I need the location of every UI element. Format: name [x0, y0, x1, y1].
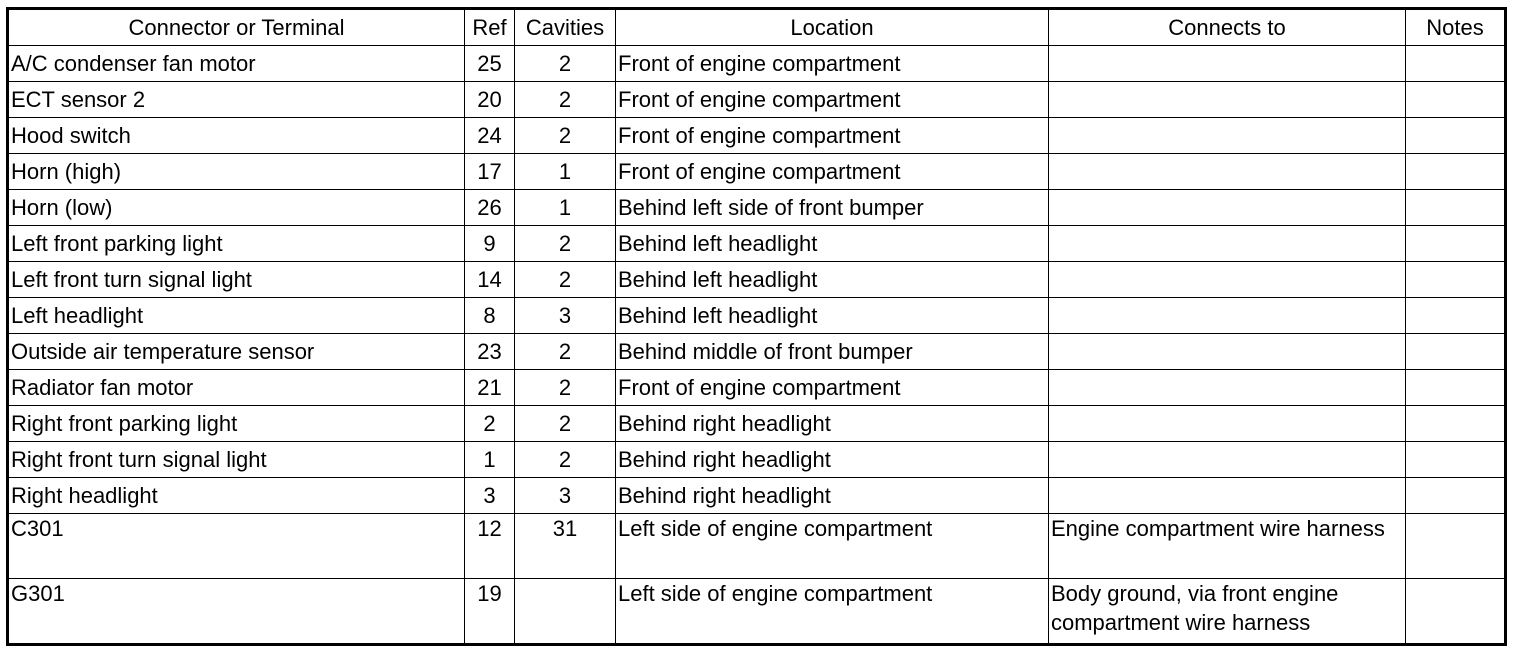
table-row — [8, 334, 1506, 370]
cell-location: Behind left headlight — [616, 226, 1049, 262]
cell-notes — [1406, 442, 1506, 478]
cell-cavities: 31 — [515, 514, 616, 579]
table-row — [8, 370, 1506, 406]
cell-cavities — [515, 579, 616, 645]
cell-ref: 14 — [465, 262, 515, 298]
cell-notes — [1406, 478, 1506, 514]
cell-connector: Right front parking light — [8, 406, 465, 442]
col-header-ref: Ref — [465, 9, 515, 46]
table-row — [8, 154, 1506, 190]
cell-notes — [1406, 154, 1506, 190]
cell-cavities: 2 — [515, 118, 616, 154]
header-row — [8, 9, 1506, 46]
cell-ref: 21 — [465, 370, 515, 406]
cell-notes — [1406, 298, 1506, 334]
cell-connects-to: Engine compartment wire harness — [1049, 514, 1406, 579]
cell-notes — [1406, 370, 1506, 406]
cell-notes — [1406, 46, 1506, 82]
cell-location: Front of engine compartment — [616, 118, 1049, 154]
cell-ref: 3 — [465, 478, 515, 514]
table-row — [8, 118, 1506, 154]
cell-notes — [1406, 579, 1506, 645]
cell-connector: Hood switch — [8, 118, 465, 154]
col-header-notes: Notes — [1406, 9, 1506, 46]
cell-connector: Horn (high) — [8, 154, 465, 190]
cell-cavities: 2 — [515, 46, 616, 82]
connector-table — [6, 7, 1507, 646]
cell-ref: 12 — [465, 514, 515, 579]
cell-connector: Right front turn signal light — [8, 442, 465, 478]
cell-connector: A/C condenser fan motor — [8, 46, 465, 82]
cell-location: Left side of engine compartment — [616, 514, 1049, 579]
cell-cavities: 2 — [515, 370, 616, 406]
cell-cavities: 1 — [515, 154, 616, 190]
table-row — [8, 190, 1506, 226]
table-row — [8, 406, 1506, 442]
cell-ref: 1 — [465, 442, 515, 478]
cell-cavities: 2 — [515, 262, 616, 298]
cell-connects-to — [1049, 334, 1406, 370]
cell-connects-to — [1049, 46, 1406, 82]
table-row — [8, 226, 1506, 262]
cell-ref: 17 — [465, 154, 515, 190]
cell-cavities: 1 — [515, 190, 616, 226]
col-header-connector: Connector or Terminal — [8, 9, 465, 46]
cell-connects-to — [1049, 226, 1406, 262]
cell-notes — [1406, 118, 1506, 154]
cell-cavities: 3 — [515, 478, 616, 514]
col-header-location: Location — [616, 9, 1049, 46]
cell-notes — [1406, 334, 1506, 370]
cell-ref: 24 — [465, 118, 515, 154]
cell-notes — [1406, 514, 1506, 579]
cell-ref: 2 — [465, 406, 515, 442]
cell-cavities: 2 — [515, 442, 616, 478]
cell-connector: Radiator fan motor — [8, 370, 465, 406]
cell-connector: Left front turn signal light — [8, 262, 465, 298]
table-row — [8, 82, 1506, 118]
cell-ref: 26 — [465, 190, 515, 226]
col-header-connects-to: Connects to — [1049, 9, 1406, 46]
cell-location: Front of engine compartment — [616, 154, 1049, 190]
cell-ref: 19 — [465, 579, 515, 645]
table-row — [8, 298, 1506, 334]
cell-cavities: 2 — [515, 334, 616, 370]
cell-location: Front of engine compartment — [616, 370, 1049, 406]
table-row — [8, 46, 1506, 82]
cell-connector: Left front parking light — [8, 226, 465, 262]
cell-connects-to — [1049, 370, 1406, 406]
cell-connects-to: Body ground, via front engine compartment wire harness — [1049, 579, 1406, 645]
cell-notes — [1406, 82, 1506, 118]
cell-cavities: 2 — [515, 226, 616, 262]
cell-ref: 25 — [465, 46, 515, 82]
cell-connector: Horn (low) — [8, 190, 465, 226]
cell-connects-to — [1049, 154, 1406, 190]
cell-connects-to — [1049, 82, 1406, 118]
cell-location: Front of engine compartment — [616, 82, 1049, 118]
table-row — [8, 442, 1506, 478]
col-header-cavities: Cavities — [515, 9, 616, 46]
cell-notes — [1406, 406, 1506, 442]
cell-ref: 20 — [465, 82, 515, 118]
cell-location: Behind right headlight — [616, 406, 1049, 442]
cell-notes — [1406, 190, 1506, 226]
cell-connector: Left headlight — [8, 298, 465, 334]
cell-connector: ECT sensor 2 — [8, 82, 465, 118]
cell-connects-to — [1049, 118, 1406, 154]
cell-connects-to — [1049, 406, 1406, 442]
table-row — [8, 262, 1506, 298]
cell-location: Behind left headlight — [616, 262, 1049, 298]
cell-location: Behind left headlight — [616, 298, 1049, 334]
cell-notes — [1406, 226, 1506, 262]
cell-location: Left side of engine compartment — [616, 579, 1049, 645]
cell-location: Behind right headlight — [616, 442, 1049, 478]
cell-location: Front of engine compartment — [616, 46, 1049, 82]
cell-connects-to — [1049, 190, 1406, 226]
cell-connector: G301 — [8, 579, 465, 645]
cell-notes — [1406, 262, 1506, 298]
cell-location: Behind right headlight — [616, 478, 1049, 514]
table-row — [8, 478, 1506, 514]
table-row — [8, 579, 1506, 645]
cell-connects-to — [1049, 262, 1406, 298]
cell-location: Behind middle of front bumper — [616, 334, 1049, 370]
cell-connects-to — [1049, 442, 1406, 478]
cell-ref: 9 — [465, 226, 515, 262]
cell-cavities: 2 — [515, 406, 616, 442]
cell-connector: Right headlight — [8, 478, 465, 514]
cell-connector: C301 — [8, 514, 465, 579]
cell-connector: Outside air temperature sensor — [8, 334, 465, 370]
cell-ref: 23 — [465, 334, 515, 370]
table-row — [8, 514, 1506, 579]
cell-connects-to — [1049, 478, 1406, 514]
cell-connects-to — [1049, 298, 1406, 334]
cell-cavities: 3 — [515, 298, 616, 334]
cell-cavities: 2 — [515, 82, 616, 118]
cell-ref: 8 — [465, 298, 515, 334]
cell-location: Behind left side of front bumper — [616, 190, 1049, 226]
